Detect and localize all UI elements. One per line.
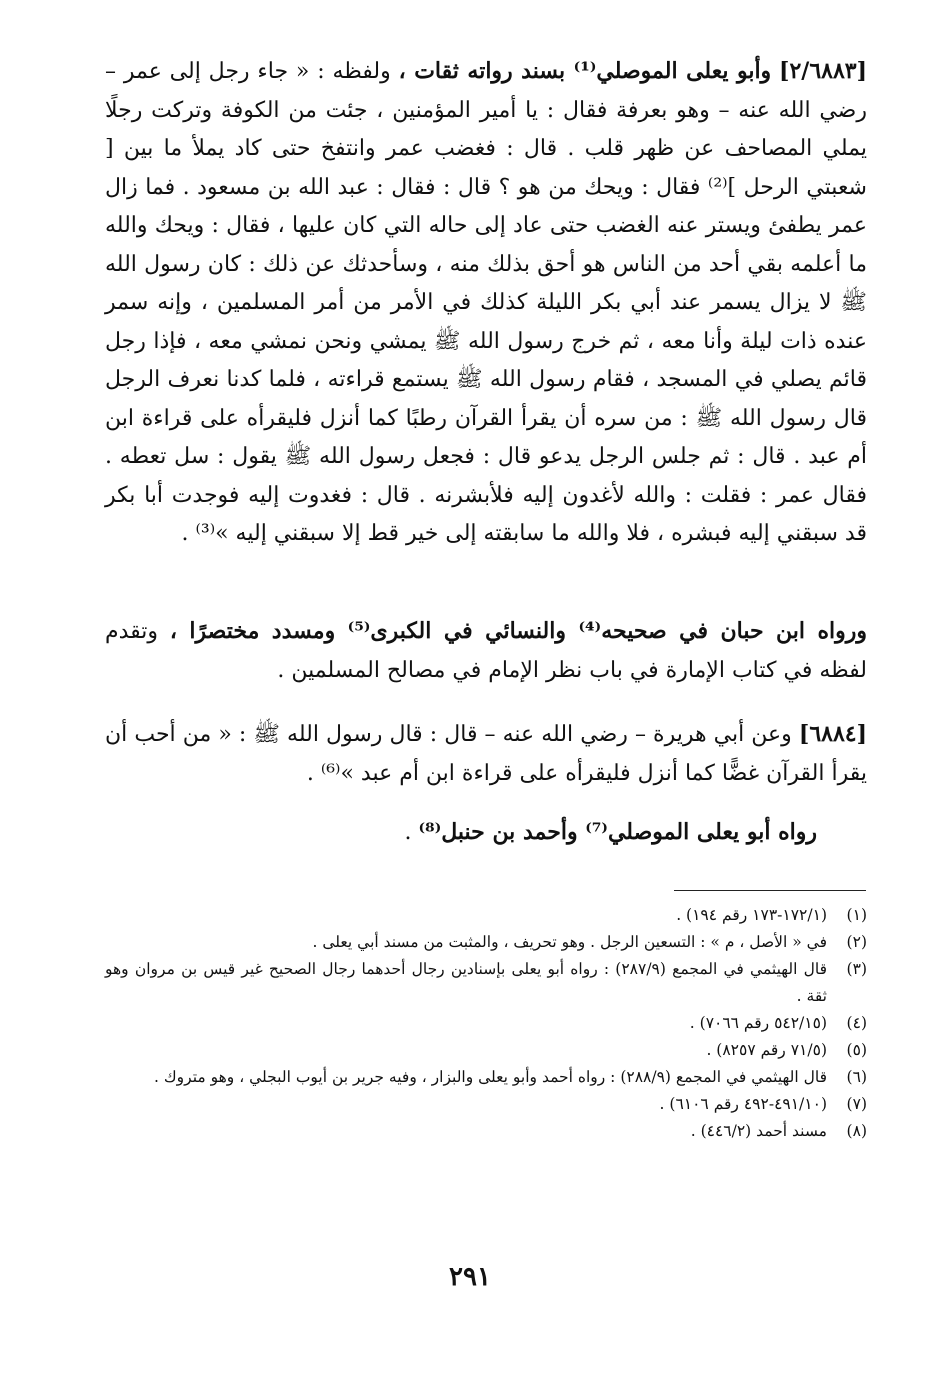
footnote <box>105 929 867 956</box>
footnote-text: (٤٩١/١٠-٤٩٢ رقم ٦١٠٦) . <box>659 1095 827 1113</box>
footnote <box>105 1037 867 1064</box>
narrators-6883-bold: ورواه ابن حبان في صحيحه⁽⁴⁾ والنسائي في الكبرى⁽⁵⁾ ومسدد مختصرًا ، <box>169 618 867 644</box>
footnote-text: (٧١/٥ رقم ٨٢٥٧) . <box>706 1041 827 1059</box>
footnote-divider <box>674 890 866 891</box>
footnote <box>105 902 867 929</box>
hadith-6883-paragraph <box>105 52 867 554</box>
hadith-6883-text: ولفظه : « جاء رجل إلى عمر – رضي الله عنه – وهو بعرفة فقال : يا أمير المؤمنين ، جئت من الكوفة وتركت رجلًا يملي المصاحف عن ظهر قلب . قال : فغضب عمر وانتفخ حتى كاد يملأ ما بين [ شعبتي الرحل ]⁽²⁾ فقال : ويحك من هو ؟ قال : فقال : عبد الله بن مسعود . فما زال عمر يطفئ ويستر عنه الغضب حتى عاد إلى حاله التي كان عليها ، فقال : ويحك والله ما أعلمه بقي أحد من الناس هو أحق بذلك منه ، وسأحدثك عن ذلك : كان رسول الله ﷺ لا يزال يسمر عند أبي بكر الليلة كذلك في الأمر من أمر المسلمين ، وإنه سمر عنده ذات ليلة وأنا معه ، ثم خرج رسول الله ﷺ يمشي ونحن نمشي معه ، فإذا رجل قائم يصلي في المسجد ، فقام رسول الله ﷺ يستمع قراءته ، فلما كدنا نعرف الرجل قال رسول الله ﷺ : من سره أن يقرأ القرآن رطبًا كما أنزل فليقرأه على قراءة ابن أم عبد . قال : ثم جلس الرجل يدعو قال : فجعل رسول الله ﷺ يقول : سل تعطه . فقال عمر : فقلت : والله لأغدون إليه فلأبشرنه . قال : فغدوت إليه فوجدت أبا بكر قد سبقني إليه فبشره ، فلا والله ما سابقته إلى خير قط إلا سبقني إليه »⁽³⁾ . <box>105 59 867 546</box>
footnote-text: (٥٤٢/١٥ رقم ٧٠٦٦) . <box>689 1014 827 1032</box>
footnote <box>105 1091 867 1118</box>
footnote-number: (٦) <box>846 1068 867 1086</box>
narrators-6884-text: . <box>404 820 419 845</box>
footnote-number: (٤) <box>846 1014 867 1032</box>
footnote-number: (٨) <box>846 1122 867 1140</box>
footnote-text: قال الهيثمي في المجمع (٢٨٧/٩) : رواه أبو يعلى بإسنادين رجال أحدهما رجال الصحيح غير قيس بن مروان وهو ثقة . <box>105 960 828 1005</box>
narrators-6883-text: وتقدم لفظه في كتاب الإمارة في باب نظر الإمام في مصالح المسلمين . <box>105 619 867 683</box>
hadith-6884-paragraph <box>105 715 867 793</box>
footnote-text: في « الأصل ، م » : التسعين الرجل . وهو تحريف ، والمثبت من مسند أبي يعلى . <box>312 933 827 951</box>
footnotes <box>105 902 867 1145</box>
footnote <box>105 1118 867 1145</box>
hadith-6884-number: [٦٨٨٤] <box>798 721 867 747</box>
hadith-6884-text: وعن أبي هريرة – رضي الله عنه – قال : قال رسول الله ﷺ : « من أحب أن يقرأ القرآن غضًّا كما أنزل فليقرأه على قراءة ابن أم عبد »⁽⁶⁾ . <box>105 722 867 786</box>
narrators-6884-bold: رواه أبو يعلى الموصلي⁽⁷⁾ وأحمد بن حنبل⁽⁸⁾ <box>418 819 817 845</box>
footnote-number: (٣) <box>846 960 867 978</box>
footnote-text: قال الهيثمي في المجمع (٢٨٨/٩) : رواه أحمد وأبو يعلى والبزار ، وفيه جرير بن أيوب البجلي ، وهو متروك . <box>154 1068 827 1086</box>
footnote-number: (٢) <box>846 933 867 951</box>
narrators-6883-paragraph <box>105 612 867 690</box>
footnote-number: (١) <box>846 906 867 924</box>
narrators-6884-paragraph <box>55 813 867 853</box>
footnote-number: (٥) <box>846 1041 867 1059</box>
footnote <box>105 1010 867 1037</box>
footnote-text: (١٧٢/١-١٧٣ رقم ١٩٤) . <box>676 906 827 924</box>
footnote <box>105 1064 867 1091</box>
footnote-number: (٧) <box>846 1095 867 1113</box>
page-number: ٢٩١ <box>449 1262 491 1292</box>
hadith-6883-number: [٢/٦٨٨٣] <box>779 58 868 84</box>
footnote-text: مسند أحمد (٤٤٦/٢) . <box>690 1122 827 1140</box>
hadith-6883-heading: وأبو يعلى الموصلي⁽¹⁾ بسند رواته ثقات ، <box>398 58 772 84</box>
footnote <box>105 956 867 1010</box>
